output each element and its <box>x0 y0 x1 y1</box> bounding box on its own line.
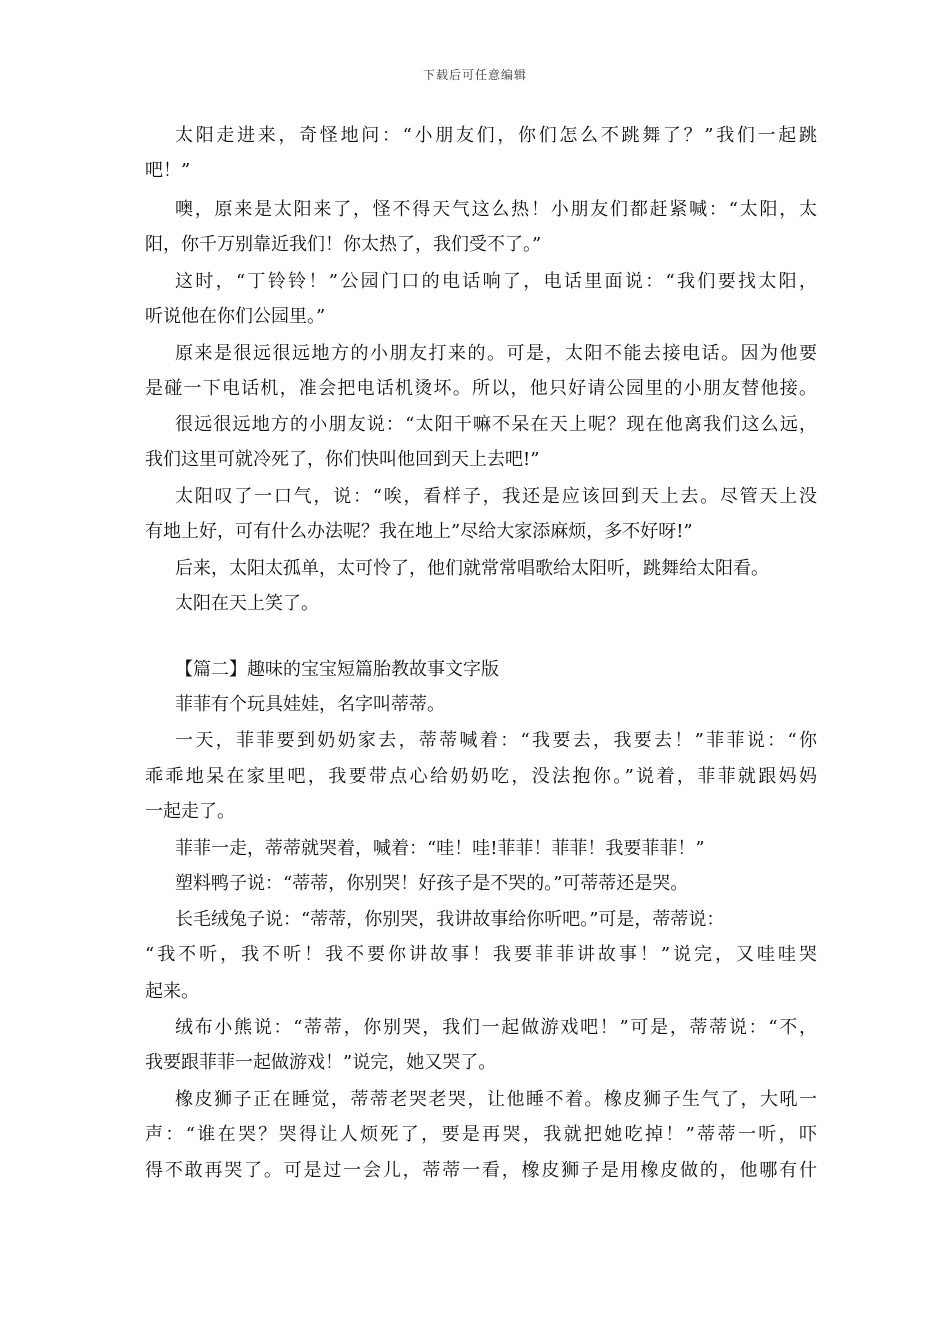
section-heading: 【篇二】趣味的宝宝短篇胎教故事文字版 <box>175 659 499 680</box>
text-line: 塑料鸭子说：“蒂蒂，你别哭！好孩子是不哭的。”可蒂蒂还是哭。 <box>175 873 689 894</box>
text-line: 阳，你千万别靠近我们！你太热了，我们受不了。” <box>145 234 542 255</box>
text-line: 吧！” <box>145 160 191 181</box>
text-line: 听说他在你们公园里。” <box>145 306 326 327</box>
text-line: 一天，菲菲要到奶奶家去，蒂蒂喊着：“我要去，我要去！”菲菲说：“你 <box>175 730 817 751</box>
text-line: 起来。 <box>145 981 199 1002</box>
text-line: 噢，原来是太阳来了，怪不得天气这么热！小朋友们都赶紧喊：“太阳，太 <box>175 199 817 220</box>
text-line: 太阳在天上笑了。 <box>175 593 319 614</box>
text-line: 有地上好，可有什么办法呢？我在地上”尽给大家添麻烦，多不好呀!” <box>145 521 693 542</box>
text-line: 太阳走进来，奇怪地问：“小朋友们，你们怎么不跳舞了？”我们一起跳 <box>175 125 817 146</box>
page-header: 下载后可任意编辑 <box>422 68 527 82</box>
text-line: 原来是很远很远地方的小朋友打来的。可是，太阳不能去接电话。因为他要 <box>175 343 817 364</box>
text-line: 橡皮狮子正在睡觉，蒂蒂老哭老哭，让他睡不着。橡皮狮子生气了，大吼一 <box>175 1089 817 1110</box>
text-line: 声：“谁在哭？哭得让人烦死了，要是再哭，我就把她吃掉！”蒂蒂一听，吓 <box>145 1124 817 1145</box>
text-line: 很远很远地方的小朋友说：“太阳干嘛不呆在天上呢？现在他离我们这么远， <box>175 414 817 435</box>
text-line: 菲菲一走，蒂蒂就哭着，喊着：“哇！哇!菲菲！菲菲！我要菲菲！” <box>175 838 705 859</box>
text-line: 这时，“丁铃铃！”公园门口的电话响了，电话里面说：“我们要找太阳， <box>175 271 817 292</box>
text-line: 一起走了。 <box>145 801 235 822</box>
text-line: 我们这里可就冷死了，你们快叫他回到天上去吧!” <box>145 449 540 470</box>
text-line: 得不敢再哭了。可是过一会儿，蒂蒂一看，橡皮狮子是用橡皮做的，他哪有什 <box>145 1160 817 1181</box>
text-line: 乖乖地呆在家里吧，我要带点心给奶奶吃，没法抱你。”说着，菲菲就跟妈妈 <box>145 766 817 787</box>
text-line: 太阳叹了一口气，说：“唉，看样子，我还是应该回到天上去。尽管天上没 <box>175 486 817 507</box>
text-line: 绒布小熊说：“蒂蒂，你别哭，我们一起做游戏吧！”可是，蒂蒂说：“不， <box>175 1017 817 1038</box>
text-line: 是碰一下电话机，准会把电话机烫坏。所以，他只好请公园里的小朋友替他接。 <box>145 378 817 399</box>
text-line: 长毛绒兔子说：“蒂蒂，你别哭，我讲故事给你听吧。”可是，蒂蒂说： <box>175 909 725 930</box>
text-line: 我要跟菲菲一起做游戏！”说完，她又哭了。 <box>145 1052 497 1073</box>
text-line: 菲菲有个玩具娃娃，名字叫蒂蒂。 <box>175 694 445 715</box>
text-line: “我不听，我不听！我不要你讲故事！我要菲菲讲故事！”说完，又哇哇哭 <box>145 944 817 965</box>
text-line: 后来，太阳太孤单，太可怜了，他们就常常唱歌给太阳听，跳舞给太阳看。 <box>175 558 769 579</box>
